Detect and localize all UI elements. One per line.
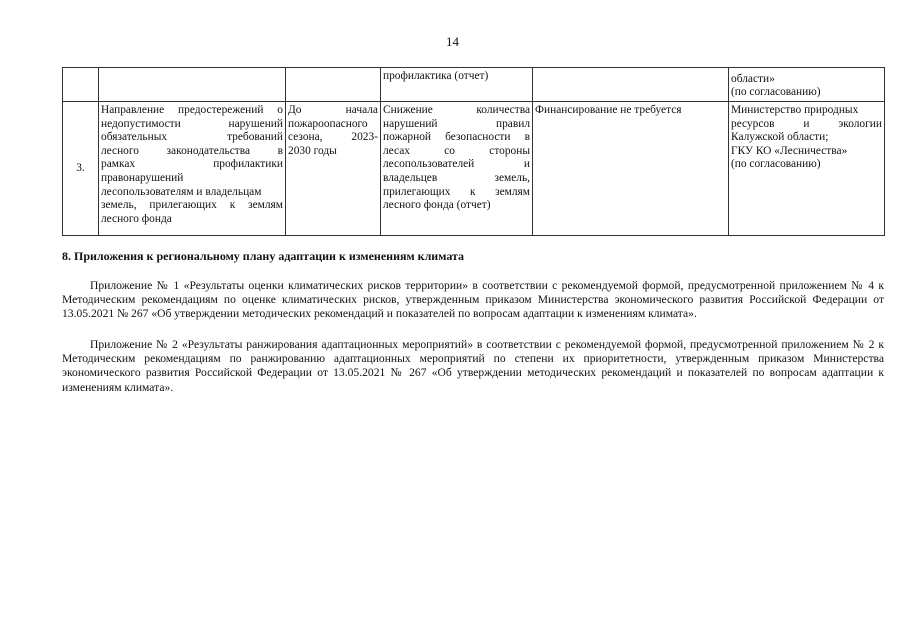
responsible-line: (по согласованию) (731, 86, 821, 99)
measure-line: Направление предостережений о (101, 104, 283, 116)
result-line: Снижение количества (383, 104, 530, 116)
result-line: лесного фонда (отчет) (383, 199, 491, 212)
cell-deadline (286, 102, 381, 236)
responsible-line: (по согласованию) (731, 158, 821, 171)
deadline-line: пожароопасного (288, 117, 368, 130)
table-row (63, 68, 885, 102)
appendix-paragraph-1: Приложение № 1 «Результаты оценки климатических рисков территории» в соответствии с рекомендуемой формой, предусмотренной приложением № 4 к Методическим рекомендациям по оценке климатических рисков, утвержденным приказом Министерства экономического развития Российской Федерации от 13.05.2021 № 267 «Об утверждении методических рекомендаций и показателей по вопросам адаптации к изменениям климата». (62, 279, 884, 321)
responsible-line: ресурсов и экологии (731, 117, 882, 130)
page-number: 14 (446, 34, 459, 49)
measure-line: недопустимости нарушений (101, 117, 283, 130)
cell-deadline (286, 68, 381, 102)
deadline-line: сезона, 2023- (288, 131, 378, 144)
measures-table (62, 67, 885, 236)
table-row (63, 102, 885, 236)
cell-number (63, 68, 99, 102)
deadline-line: 2030 годы (288, 144, 337, 157)
result-line: лесопользователей и (383, 158, 530, 171)
measure-line: лесного законодательства в (101, 144, 283, 157)
cell-responsible (729, 68, 885, 102)
measure-line: лесопользователям и владельцам (101, 185, 262, 198)
result-line: прилегающих к землям (383, 185, 530, 198)
cell-result (381, 102, 533, 236)
responsible-line: Калужской области; (731, 131, 829, 144)
result-line: пожарной безопасности в (383, 131, 530, 144)
measure-line: земель, прилегающих к землям (101, 199, 283, 212)
cell-result: профилактика (отчет) (381, 68, 533, 102)
cell-measure (99, 102, 286, 236)
cell-responsible (729, 102, 885, 236)
cell-financing (533, 68, 729, 102)
cell-financing: Финансирование не требуется (533, 102, 729, 236)
result-line: владельцев земель, (383, 171, 530, 184)
cell-measure (99, 68, 286, 102)
responsible-line: области» (731, 72, 775, 85)
deadline-line: До начала (288, 104, 378, 116)
appendix-paragraph-2: Приложение № 2 «Результаты ранжирования адаптационных мероприятий» в соответствии с рекомендуемой формой, предусмотренной приложением № 2 к Методическим рекомендациям по ранжированию адаптационных мероприятий по степени их приоритетности, утвержденным приказом Министерства экономического развития Российской Федерации от 13.05.2021 № 267 «Об утверждении методических рекомендаций и показателей по вопросам адаптации к изменениям климата». (62, 338, 884, 394)
result-line: нарушений правил (383, 117, 530, 130)
responsible-line: Министерство природных (731, 104, 859, 116)
responsible-line: ГКУ КО «Лесничества» (731, 144, 848, 157)
cell-number: 3. (63, 102, 99, 236)
section-title: 8. Приложения к региональному плану адаптации к изменениям климата (62, 249, 465, 263)
measure-line: рамках профилактики (101, 158, 283, 171)
measure-line: лесного фонда (101, 212, 172, 225)
result-line: лесах со стороны (383, 144, 530, 157)
measure-line: правонарушений (101, 171, 184, 184)
measure-line: обязательных требований (101, 131, 283, 144)
